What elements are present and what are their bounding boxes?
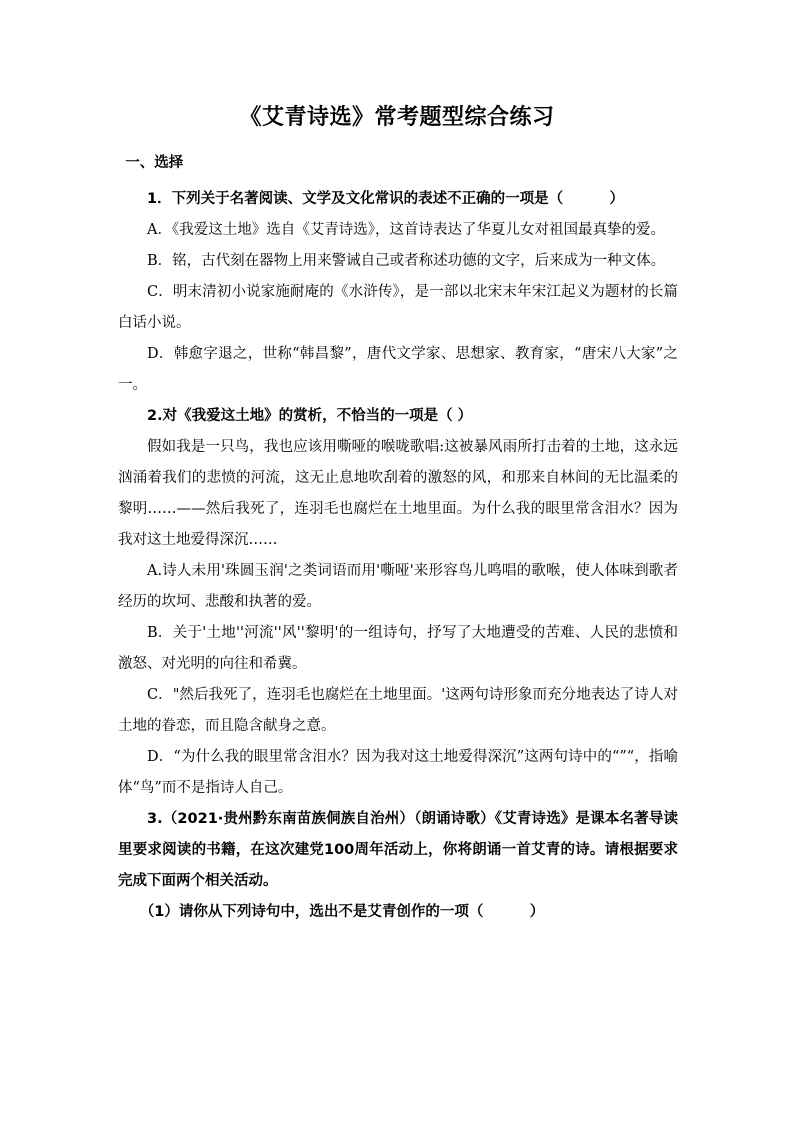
question-2-poem: 假如我是一只鸟，我也应该用嘶哑的喉咙歌唱:这被暴风雨所打击着的土地，这永远汹涌着我们的悲愤的河流，这无止息地吹刮着的激怒的风，和那来自林间的无比温柔的黎明……——然后我死了，连羽毛也腐烂在土地里面。为什么我的眼里常含泪水？因为我对这土地爱得深沉……	[118, 439, 678, 548]
document-body	[118, 148, 678, 928]
question-3-sub-1	[118, 897, 678, 928]
question-1-stem	[118, 184, 678, 215]
question-1-option-a: A．《我爱这土地》选自《艾青诗选》，这首诗表达了华夏儿女对祖国最真挚的爱。	[147, 222, 665, 238]
question-1-option-c: C．明末清初小说家施耐庵的《水浒传》，是一部以北宋末年宋江起义为题材的长篇白话小说。	[118, 284, 678, 331]
section-heading: 一、选择	[125, 155, 184, 171]
question-3-sub-1-text: （1）请你从下列诗句中，选出不是艾青创作的一项（	[139, 904, 484, 920]
question-2-option-b: B．关于'土地''河流''风''黎明'的一组诗句，抒写了大地遭受的苦难、人民的悲愤和激怒、对光明的向往和希冀。	[118, 625, 678, 672]
question-1-stem-text: 1．下列关于名著阅读、文学及文化常识的表述不正确的一项是（	[147, 191, 564, 207]
question-3-sub-1-end: ）	[529, 904, 545, 920]
question-2-option-d: D．“为什么我的眼里常含泪水？因为我对这土地爱得深沉”这两句诗中的“”“，指喻体“鸟”而不是指诗人自己。	[118, 749, 678, 796]
question-1-option-d: D．韩愈字退之，世称“韩昌黎”，唐代文学家、思想家、教育家，“唐宋八大家”之一。	[118, 346, 678, 393]
page-title: 《艾青诗选》常考题型综合练习	[239, 105, 555, 130]
question-2-option-c: C．"然后我死了，连羽毛也腐烂在土地里面。'这两句诗形象而充分地表达了诗人对土地的眷恋，而且隐含献身之意。	[118, 687, 678, 734]
question-1-option-b: B．铭，古代刻在器物上用来警诫自己或者称述功德的文字，后来成为一种文体。	[147, 253, 666, 269]
question-1-stem-end: ）	[609, 191, 624, 207]
question-2-option-a: A.诗人未用'珠圆玉润'之类词语而用'嘶哑'来形容鸟儿鸣唱的歌喉，使人体味到歌者经历的坎坷、悲酸和执著的爱。	[118, 563, 678, 610]
question-3-stem: 3.（2021·贵州黔东南苗族侗族自治州）（朗诵诗歌）《艾青诗选》是课本名著导读里要求阅读的书籍，在这次建党100周年活动上，你将朗诵一首艾青的诗。请根据要求完成下面两个相关活动。	[118, 811, 678, 889]
question-2-stem: 2.对《我爱这土地》的赏析，不恰当的一项是（ ）	[147, 408, 473, 424]
